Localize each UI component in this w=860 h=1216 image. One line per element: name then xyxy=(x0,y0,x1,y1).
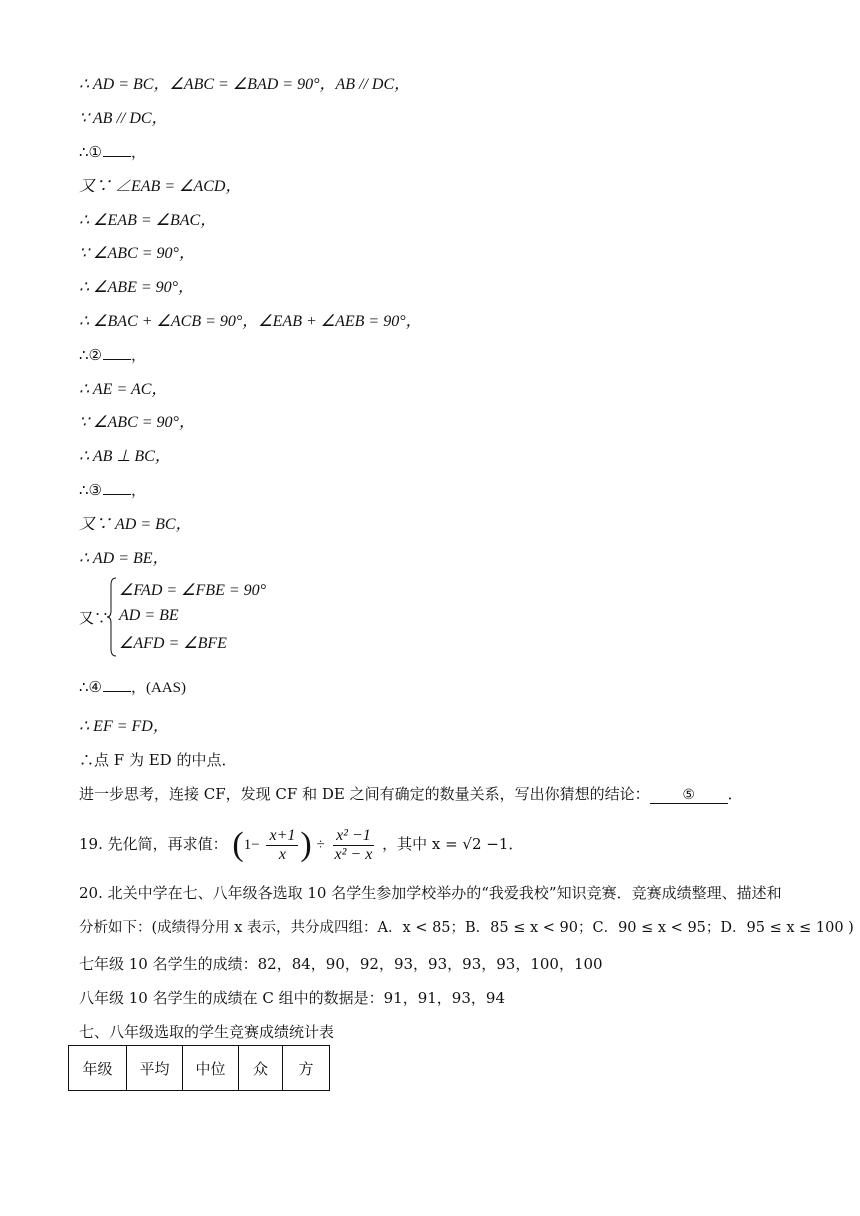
proof-line-9: ∴② ， xyxy=(79,346,147,364)
proof-line-1: ∴ AD = BC，∠ABC = ∠BAD = 90°，AB // DC， xyxy=(79,76,411,93)
proof-line-19: 进一步思考，连接 CF，发现 CF 和 DE 之间有确定的数量关系，写出你猜想的结论： ⑤ ． xyxy=(79,785,743,803)
header-mode: 众 xyxy=(239,1046,283,1091)
proof-line-12: ∴ AB ⊥ BC， xyxy=(79,448,171,465)
header-grade: 年级 xyxy=(69,1046,127,1091)
q20-line-3: 七年级 10 名学生的成绩：82，84，90，92，93，93，93，93，100，100 xyxy=(79,955,603,973)
proof-line-10: ∴ AE = AC， xyxy=(79,381,168,398)
system-eq-2: AD = BE xyxy=(119,607,179,624)
blank-1 xyxy=(103,144,131,157)
header-median: 中位 xyxy=(183,1046,239,1091)
table-title: 七、八年级选取的学生竞赛成绩统计表 xyxy=(79,1023,335,1041)
table-header-row xyxy=(69,1046,330,1091)
proof-line-2: ∵ AB // DC， xyxy=(79,110,168,127)
question-19: 19. 先化简，再求值： (1− $\frac{x+1}{x}$ ) ÷ $\frac{\text{x² −1}}{\text{x² − x}}$ ，其中 x = √2 −1． xyxy=(79,826,524,863)
header-variance: 方 xyxy=(283,1046,330,1091)
q19-condition: ，其中 x = √2 −1． xyxy=(382,835,524,853)
brace-icon xyxy=(107,577,117,657)
blank-2 xyxy=(103,347,131,360)
proof-line-5: ∴ ∠EAB = ∠BAC， xyxy=(79,212,217,229)
system-eq-1: ∠FAD = ∠FBE = 90° xyxy=(119,582,267,599)
q19-prefix: 19. 先化简，再求值： xyxy=(79,835,228,853)
fraction-1: $\frac{x+1}{x}$ xyxy=(266,827,298,864)
q20-line-2: 分析如下：(成绩得分用 x 表示，共分成四组：A．x < 85；B．85 ≤ x < 90；C．90 ≤ x < 95；D．95 ≤ x ≤ 100 ) xyxy=(79,920,854,936)
system-eq-3: ∠AFD = ∠BFE xyxy=(119,635,227,652)
proof-line-3: ∴① ， xyxy=(79,143,147,161)
equation-system xyxy=(79,577,299,657)
blank-4 xyxy=(103,679,131,692)
proof-line-16: ∴④ ，(AAS) xyxy=(79,678,186,696)
fraction-2: $\frac{\text{x² −1}}{\text{x² − x}}$ xyxy=(334,826,373,863)
proof-line-4: 又∵ ∠EAB = ∠ACD， xyxy=(79,178,242,195)
q20-line-1: 20. 北关中学在七、八年级各选取 10 名学生参加学校举办的“我爱我校”知识竞赛．竞赛成绩整理、描述和 xyxy=(79,884,782,902)
stats-table xyxy=(68,1045,330,1091)
header-mean: 平均 xyxy=(127,1046,183,1091)
blank-5: ⑤ xyxy=(650,785,728,804)
blank-3 xyxy=(103,482,131,495)
proof-line-15: ∴ AD = BE， xyxy=(79,550,169,567)
proof-line-17: ∴ EF = FD， xyxy=(79,718,169,735)
proof-line-7: ∴ ∠ABE = 90°， xyxy=(79,279,195,296)
proof-line-6: ∵ ∠ABC = 90°， xyxy=(79,245,195,262)
proof-line-11: ∵ ∠ABC = 90°， xyxy=(79,414,195,431)
proof-line-13: ∴③ ， xyxy=(79,481,147,499)
proof-line-18: ∴点 F 为 ED 的中点． xyxy=(79,751,237,769)
proof-line-8: ∴ ∠BAC + ∠ACB = 90°，∠EAB + ∠AEB = 90°， xyxy=(79,313,422,330)
brace-label: 又∵ xyxy=(79,609,110,627)
q20-line-4: 八年级 10 名学生的成绩在 C 组中的数据是：91，91，93，94 xyxy=(79,989,505,1007)
proof-line-14: 又∵ AD = BC， xyxy=(79,516,192,533)
